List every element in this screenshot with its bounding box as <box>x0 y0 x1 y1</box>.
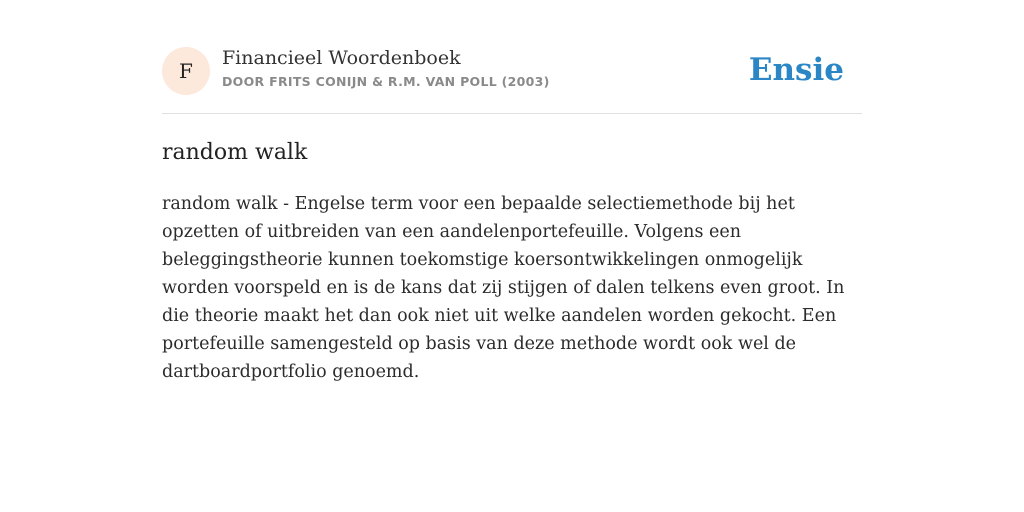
source-title[interactable]: Financieel Woordenboek <box>222 47 461 69</box>
entry-definition: random walk - Engelse term voor een bepaalde selectiemethode bij het opzetten of uitbreiden van een aandelenportefeuille. Volgens een beleggingstheorie kunnen toekomstige koersontwikkelingen onmogelijk worden voorspeld en is de kans dat zij stijgen of dalen telkens even groot. In die theorie maakt het dan ook niet uit welke aandelen worden gekocht. Een portefeuille samengesteld op basis van deze methode wordt ook wel de dartboardportfolio genoemd. <box>162 194 845 382</box>
source-avatar: F <box>162 47 210 95</box>
brand-logo[interactable]: Ensie <box>748 52 844 88</box>
source-subtitle: DOOR FRITS CONIJN & R.M. VAN POLL (2003) <box>222 74 550 89</box>
source-header <box>162 46 862 96</box>
divider <box>162 113 862 114</box>
entry-term: random walk <box>162 140 308 165</box>
